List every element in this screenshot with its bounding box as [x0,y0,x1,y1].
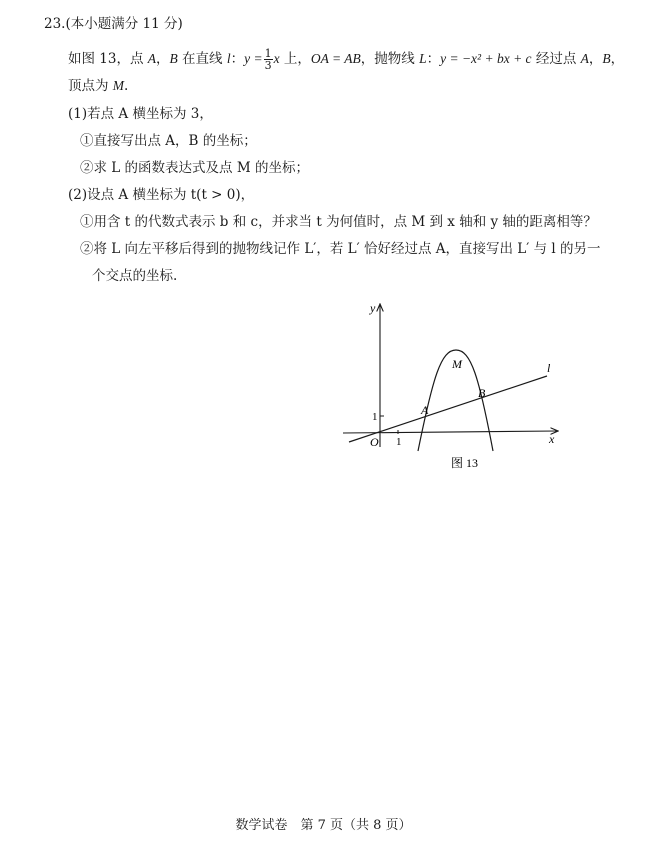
vertex-m-label: M [452,357,462,371]
fraction-numerator: 1 [264,47,272,60]
oa-equals-ab: OA = AB [310,51,361,66]
parabola-l: L [419,51,427,66]
part2-question2-line1: ②将 L 向左平移后得到的抛物线记作 L′，若 L′ 恰好经过点 A，直接写出 L′ 与 l 的另一 [80,241,601,257]
y-tick-label: 1 [372,411,378,423]
point-a: A [147,51,157,66]
part1-label: (1) [68,106,88,122]
intro-text: 在直线 [177,51,227,67]
y-axis-label: y [370,301,376,315]
figure-caption: 图 13 [451,456,479,470]
part2-text: 设点 A 横坐标为 t(t > 0)， [87,187,255,203]
origin-label: O [370,435,379,449]
problem-number: 23. [44,16,66,32]
point-b: B [169,51,178,66]
fraction-one-third [264,48,273,71]
intro-comma: ， [588,51,603,67]
point-b-label: B [478,386,486,400]
problem-intro-line1 [68,48,624,71]
line-equation-x: x [273,51,280,66]
problem-intro-line2 [68,76,128,96]
problem-header [44,14,183,34]
line-l: l [226,51,231,66]
part1-stem [68,104,213,124]
point-a: A [580,51,589,66]
part1-text: 若点 A 横坐标为 3， [87,106,213,122]
part2-stem [68,185,254,205]
intro-comma: ， [610,51,625,67]
figure-13 [335,295,570,480]
intro-text: 如图 13，点 [68,51,148,67]
intro-text: ，抛物线 [360,51,420,67]
part1-question2: ②求 L 的函数表达式及点 M 的坐标； [80,160,309,176]
problem-score: (本小题满分 11 分) [65,16,183,32]
intro-comma: ， [156,51,170,67]
part2-label: (2) [68,187,88,203]
intro-period: . [124,78,129,94]
vertex-m: M [112,78,125,93]
part2-question1: ①用含 t 的代数式表示 b 和 c，并求当 t 为何值时，点 M 到 x 轴和 y 轴的距离相等？ [80,214,597,230]
line-equation-lhs: y = [244,51,263,66]
intro-colon: ： [230,51,245,67]
point-b: B [602,51,611,66]
page-footer: 数学试卷 第 7 页（共 8 页） [235,818,412,833]
fraction-denominator: 3 [264,59,272,72]
part1-question1: ①直接写出点 A，B 的坐标； [80,133,257,149]
intro-text: 经过点 [531,51,581,67]
part2-question2-line2: 个交点的坐标. [92,268,178,284]
x-tick-label: 1 [396,436,402,448]
intro-colon: ： [426,51,441,67]
intro-text: 顶点为 [68,78,113,94]
line-l-label: l [547,361,551,375]
intro-text: 上， [279,51,311,67]
parabola-equation: y = −x² + bx + c [440,51,532,66]
x-axis-label: x [549,432,555,446]
point-a-label: A [421,403,429,417]
